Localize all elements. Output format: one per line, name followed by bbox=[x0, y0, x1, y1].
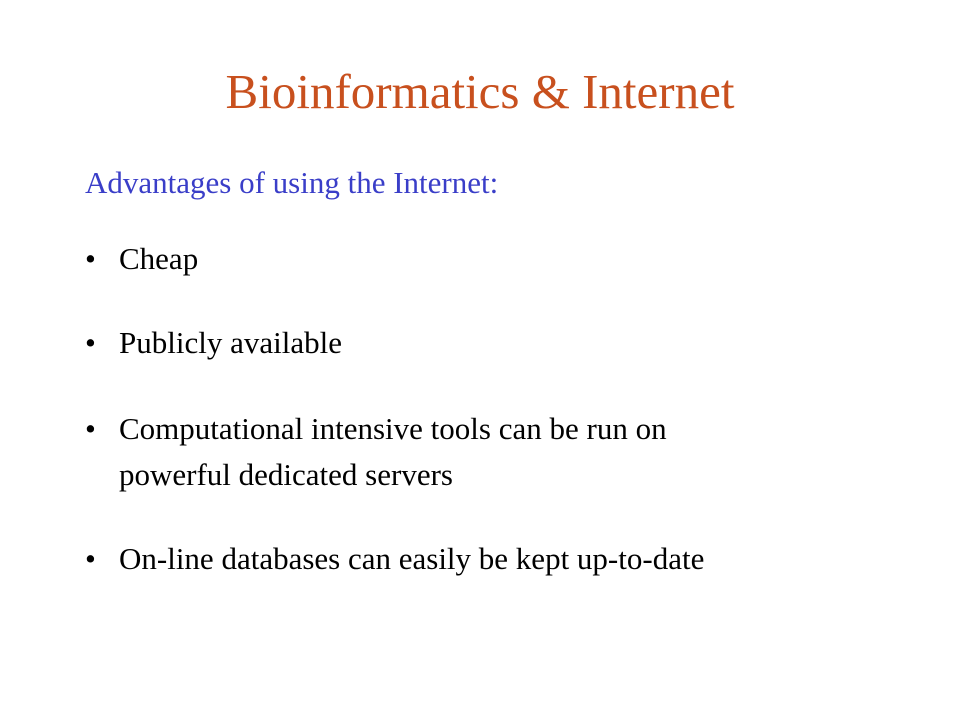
bullet-text: Computational intensive tools can be run on powerful dedicated servers bbox=[119, 411, 667, 492]
bullet-icon: • bbox=[85, 541, 96, 576]
bullet-text: Cheap bbox=[119, 241, 199, 276]
slide-subtitle: Advantages of using the Internet: bbox=[85, 165, 499, 200]
bullet-item bbox=[85, 236, 905, 282]
bullet-icon: • bbox=[85, 325, 96, 360]
bullet-item bbox=[85, 406, 905, 498]
bullet-item bbox=[85, 536, 905, 582]
bullet-text: Publicly available bbox=[119, 325, 342, 360]
slide-title: Bioinformatics & Internet bbox=[225, 64, 735, 119]
bullet-icon: • bbox=[85, 241, 96, 276]
bullet-icon: • bbox=[85, 411, 96, 446]
bullet-text: On-line databases can easily be kept up-to-date bbox=[119, 541, 705, 576]
bullet-item bbox=[85, 320, 905, 366]
